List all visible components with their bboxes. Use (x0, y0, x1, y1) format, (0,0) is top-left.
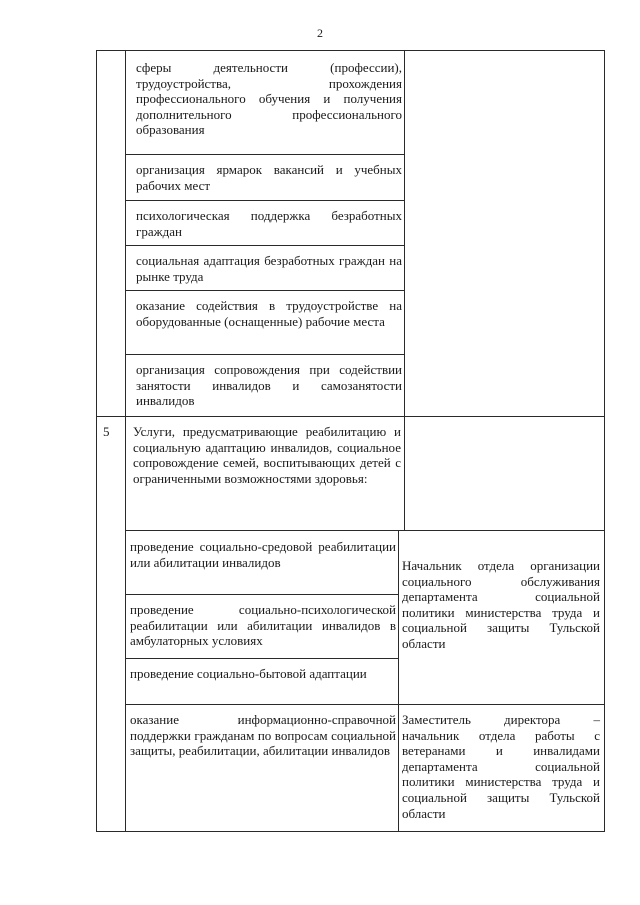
row-divider (125, 530, 605, 531)
row-divider (125, 200, 405, 201)
row-divider (125, 354, 405, 355)
row-divider (125, 154, 405, 155)
row-divider (125, 704, 605, 705)
service-item: организация сопровождения при содействии занятости инвалидов и самозанятости инвалидов (136, 362, 402, 409)
service-heading: Услуги, предусматривающие реабилитацию и социальную адаптацию инвалидов, социальное сопровождение семей, воспитывающих детей с ограниченными возможностями здоровья: (133, 424, 401, 486)
service-item: организация ярмарок вакансий и учебных рабочих мест (136, 162, 402, 193)
table-border-bottom (96, 831, 605, 832)
row-divider (125, 245, 405, 246)
service-item: проведение социально-психологической реабилитации или абилитации инвалидов в амбулаторных условиях (130, 602, 396, 649)
service-item: психологическая поддержка безработных граждан (136, 208, 402, 239)
table-border-right (604, 50, 605, 832)
row-divider (125, 658, 399, 659)
table-border-top (96, 50, 605, 51)
row-divider (125, 290, 405, 291)
section-divider (96, 416, 605, 417)
row-divider (125, 594, 399, 595)
responsible-official: Начальник отдела организации социального обслуживания департамента социальной политики министерства труда и социальной защиты Тульской области (402, 558, 600, 651)
service-item: проведение социально-средовой реабилитации или абилитации инвалидов (130, 539, 396, 570)
service-item: оказание информационно-справочной поддержки гражданам по вопросам социальной защиты, реабилитации, абилитации инвалидов (130, 712, 396, 759)
service-item: сферы деятельности (профессии), трудоустройства, прохождения профессионального обучения и получения дополнительного профессионального образования (136, 60, 402, 138)
table-border-left (96, 50, 97, 832)
table-border-mid-lower (398, 530, 399, 832)
page-number: 2 (317, 26, 323, 40)
service-item: проведение социально-бытовой адаптации (130, 666, 367, 681)
table-border-num (125, 50, 126, 832)
responsible-official: Заместитель директора – начальник отдела работы с ветеранами и инвалидами департамента социальной политики министерства труда и социальной защиты Тульской области (402, 712, 600, 821)
service-item: социальная адаптация безработных граждан на рынке труда (136, 253, 402, 284)
row-number: 5 (103, 424, 110, 439)
service-item: оказание содействия в трудоустройстве на оборудованные (оснащенные) рабочие места (136, 298, 402, 329)
